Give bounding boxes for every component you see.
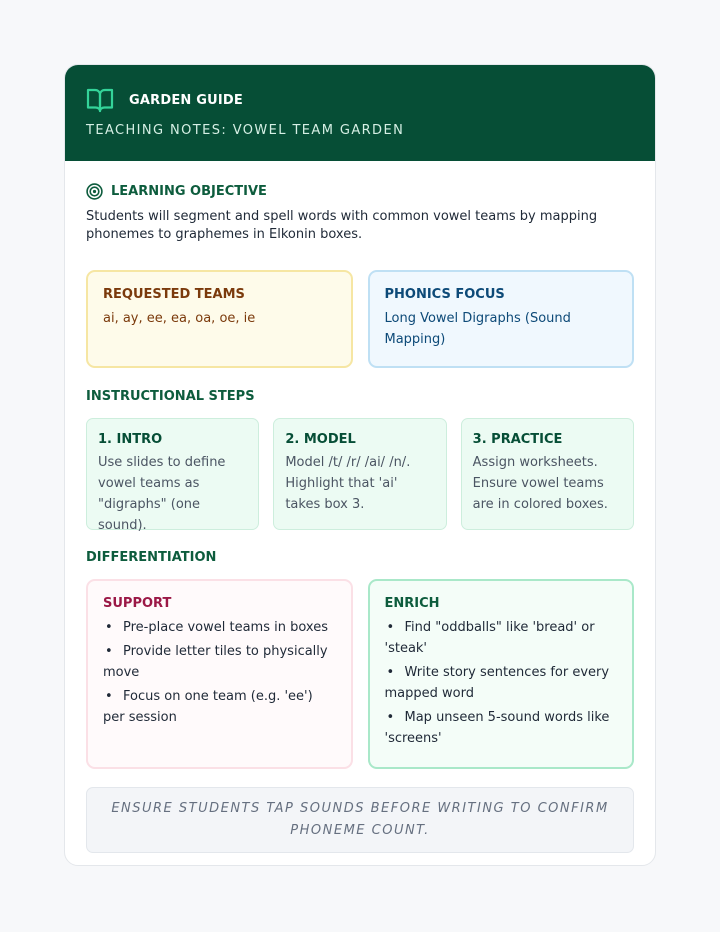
steps-heading: INSTRUCTIONAL STEPS xyxy=(86,388,255,404)
objective-heading-label: LEARNING OBJECTIVE xyxy=(111,183,267,199)
teaching-notes-card xyxy=(64,64,656,866)
book-icon xyxy=(86,87,114,113)
list-item-text: Find "oddballs" like 'bread' or 'steak' xyxy=(384,620,595,656)
requested-teams-text: ai, ay, ee, ea, oa, oe, ie xyxy=(103,311,256,326)
list-item: • Provide letter tiles to physically move xyxy=(103,644,328,680)
list-item-text: Provide letter tiles to physically move xyxy=(103,644,328,680)
support-box xyxy=(86,579,353,769)
brand-name: GARDEN GUIDE xyxy=(129,92,243,108)
enrich-title: ENRICH xyxy=(384,596,440,611)
differentiation-row xyxy=(86,579,634,769)
list-item-text: Map unseen 5-sound words like 'screens' xyxy=(384,710,610,746)
list-item-text: Focus on one team (e.g. 'ee') per session xyxy=(103,689,313,725)
list-item: • Find "oddballs" like 'bread' or 'steak' xyxy=(384,620,595,656)
objective-text: Students will segment and spell words with common vowel teams by mapping phonemes to graphemes in Elkonin boxes. xyxy=(86,209,598,242)
requested-teams-box xyxy=(86,270,353,368)
enrich-box xyxy=(368,579,635,769)
step-text: Use slides to define vowel teams as "digraphs" (one sound). xyxy=(98,455,226,533)
step-title: 1. INTRO xyxy=(98,432,163,447)
phonics-focus-box xyxy=(368,270,635,368)
target-icon xyxy=(86,183,103,200)
footer-note xyxy=(86,787,634,853)
page-subtitle: TEACHING NOTES: VOWEL TEAM GARDEN xyxy=(86,123,405,138)
card-body xyxy=(65,161,655,853)
list-item: • Write story sentences for every mapped word xyxy=(384,665,610,701)
list-item-text: Write story sentences for every mapped word xyxy=(384,665,610,701)
step-title: 3. PRACTICE xyxy=(472,432,563,447)
focus-row xyxy=(86,270,634,368)
requested-teams-title: REQUESTED TEAMS xyxy=(103,287,245,302)
support-title: SUPPORT xyxy=(103,596,172,611)
list-item: • Pre-place vowel teams in boxes xyxy=(105,620,328,635)
list-item: • Focus on one team (e.g. 'ee') per session xyxy=(103,689,313,725)
footer-note-text: ENSURE STUDENTS TAP SOUNDS BEFORE WRITING TO CONFIRM PHONEME COUNT. xyxy=(111,801,609,838)
step-text: Assign worksheets. Ensure vowel teams are in colored boxes. xyxy=(472,455,608,512)
differentiation-heading: DIFFERENTIATION xyxy=(86,549,217,565)
step-card xyxy=(86,418,259,533)
objective-heading xyxy=(86,181,634,201)
card-header xyxy=(65,65,655,161)
step-text: Model /t/ /r/ /ai/ /n/. Highlight that 'ai' takes box 3. xyxy=(285,455,411,512)
step-card xyxy=(461,418,634,530)
support-list xyxy=(103,617,336,728)
enrich-list xyxy=(385,617,618,749)
step-title: 2. MODEL xyxy=(285,432,356,447)
list-item: • Map unseen 5-sound words like 'screens' xyxy=(384,710,610,746)
steps-row xyxy=(86,418,634,533)
phonics-focus-text: Long Vowel Digraphs (Sound Mapping) xyxy=(384,311,571,347)
phonics-focus-title: PHONICS FOCUS xyxy=(384,287,505,302)
brand-row xyxy=(86,87,634,113)
step-card xyxy=(273,418,446,530)
list-item-text: Pre-place vowel teams in boxes xyxy=(123,620,328,635)
